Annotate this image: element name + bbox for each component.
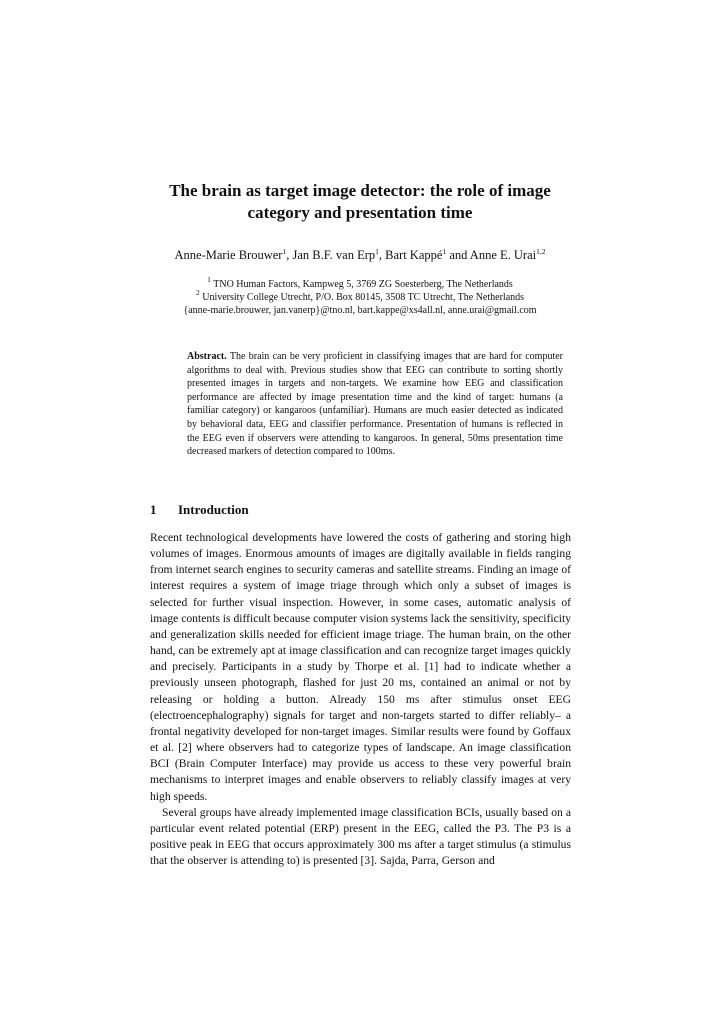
- author-name: Anne-Marie Brouwer: [174, 248, 283, 262]
- author-name: Bart Kappé: [385, 248, 443, 262]
- abstract-label: Abstract.: [187, 351, 227, 362]
- affiliation-text: TNO Human Factors, Kampweg 5, 3769 ZG Soesterberg, The Netherlands: [210, 279, 513, 290]
- body-paragraph: Several groups have already implemented image classification BCIs, usually based on a particular event related potential (ERP) present in the EEG, called the P3. The P3 is a positive peak in EEG that occurs approximately 300 ms after a target stimulus (a stimulus that the observer is attending to) is presented [3]. Sajda, Parra, Gerson and: [150, 805, 571, 868]
- author-affiliation-mark: 1: [282, 247, 287, 256]
- author-affiliation-mark: 1: [375, 247, 379, 256]
- affiliation-mark: 2: [195, 288, 200, 297]
- abstract-text: The brain can be very proficient in classifying images that are hard for computer algorithms to deal with. Previous studies show that EEG can contribute to sorting shortly presented images in targets and non-targets. We examine how EEG and classification performance are affected by image presentation time and the kind of target: humans (a familiar category) or kangaroos (unfamiliar). Humans are much easier detected as indicated by behavioral data, EEG and classifier performance. Presentation of humans is reflected in the EEG even if observers were attending to kangaroos. In general, 50ms presentation time decreased markers of detection compared to 100ms.: [187, 351, 563, 458]
- section-title: Introduction: [178, 502, 249, 517]
- affiliations: [130, 275, 590, 317]
- author-affiliation-mark: 1: [442, 247, 447, 256]
- affiliation-text: University College Utrecht, P/O. Box 80145, 3508 TC Utrecht, The Netherlands: [199, 292, 525, 303]
- author-list: [140, 247, 580, 263]
- author-affiliation-mark: 1,2: [536, 247, 546, 256]
- section-body: [150, 530, 571, 869]
- affiliation-mark: 1: [207, 275, 211, 284]
- section-heading: [150, 502, 249, 518]
- section-number: 1: [150, 502, 157, 517]
- abstract: [187, 350, 563, 459]
- author-name: Anne E. Urai: [469, 248, 537, 262]
- affiliation-line: [130, 288, 590, 304]
- author-and: and: [446, 248, 470, 262]
- author-name: Jan B.F. van Erp: [292, 248, 376, 262]
- author-emails: {anne-marie.brouwer, jan.vanerp}@tno.nl, bart.kappe@xs4all.nl, anne.urai@gmail.com: [183, 305, 537, 316]
- author-separator: ,: [378, 248, 386, 262]
- author-separator: ,: [286, 248, 293, 262]
- body-paragraph: Recent technological developments have lowered the costs of gathering and storing high volumes of images. Enormous amounts of images are digitally available in fields ranging from internet search engines to security cameras and satellite streams. Finding an image of interest requires a system of image triage through which only a subset of images is selected for further visual inspection. However, in some cases, automatic analysis of image contents is difficult because computer vision systems lack the sensitivity, specificity and generalization skills needed for efficient image triage. The human brain, on the other hand, can be extremely apt at image classification and can recognize target images quickly and precisely. Participants in a study by Thorpe et al. [1] had to indicate whether a previously unseen photograph, flashed for just 20 ms, contained an animal or not by releasing or holding a button. Already 150 ms after stimulus onset EEG (electroencephalography) signals for target and non-targets started to differ reliably– a frontal negativity developed for non-target images. Similar results were found by Goffaux et al. [2] where observers had to categorize types of landscape. An image classification BCI (Brain Computer Interface) may provide us access to these very powerful brain mechanisms to interpret images and enable observers to reliably classify images at very high speeds.: [150, 531, 571, 803]
- paper-title: The brain as target image detector: the role of image category and presentation time: [169, 181, 551, 222]
